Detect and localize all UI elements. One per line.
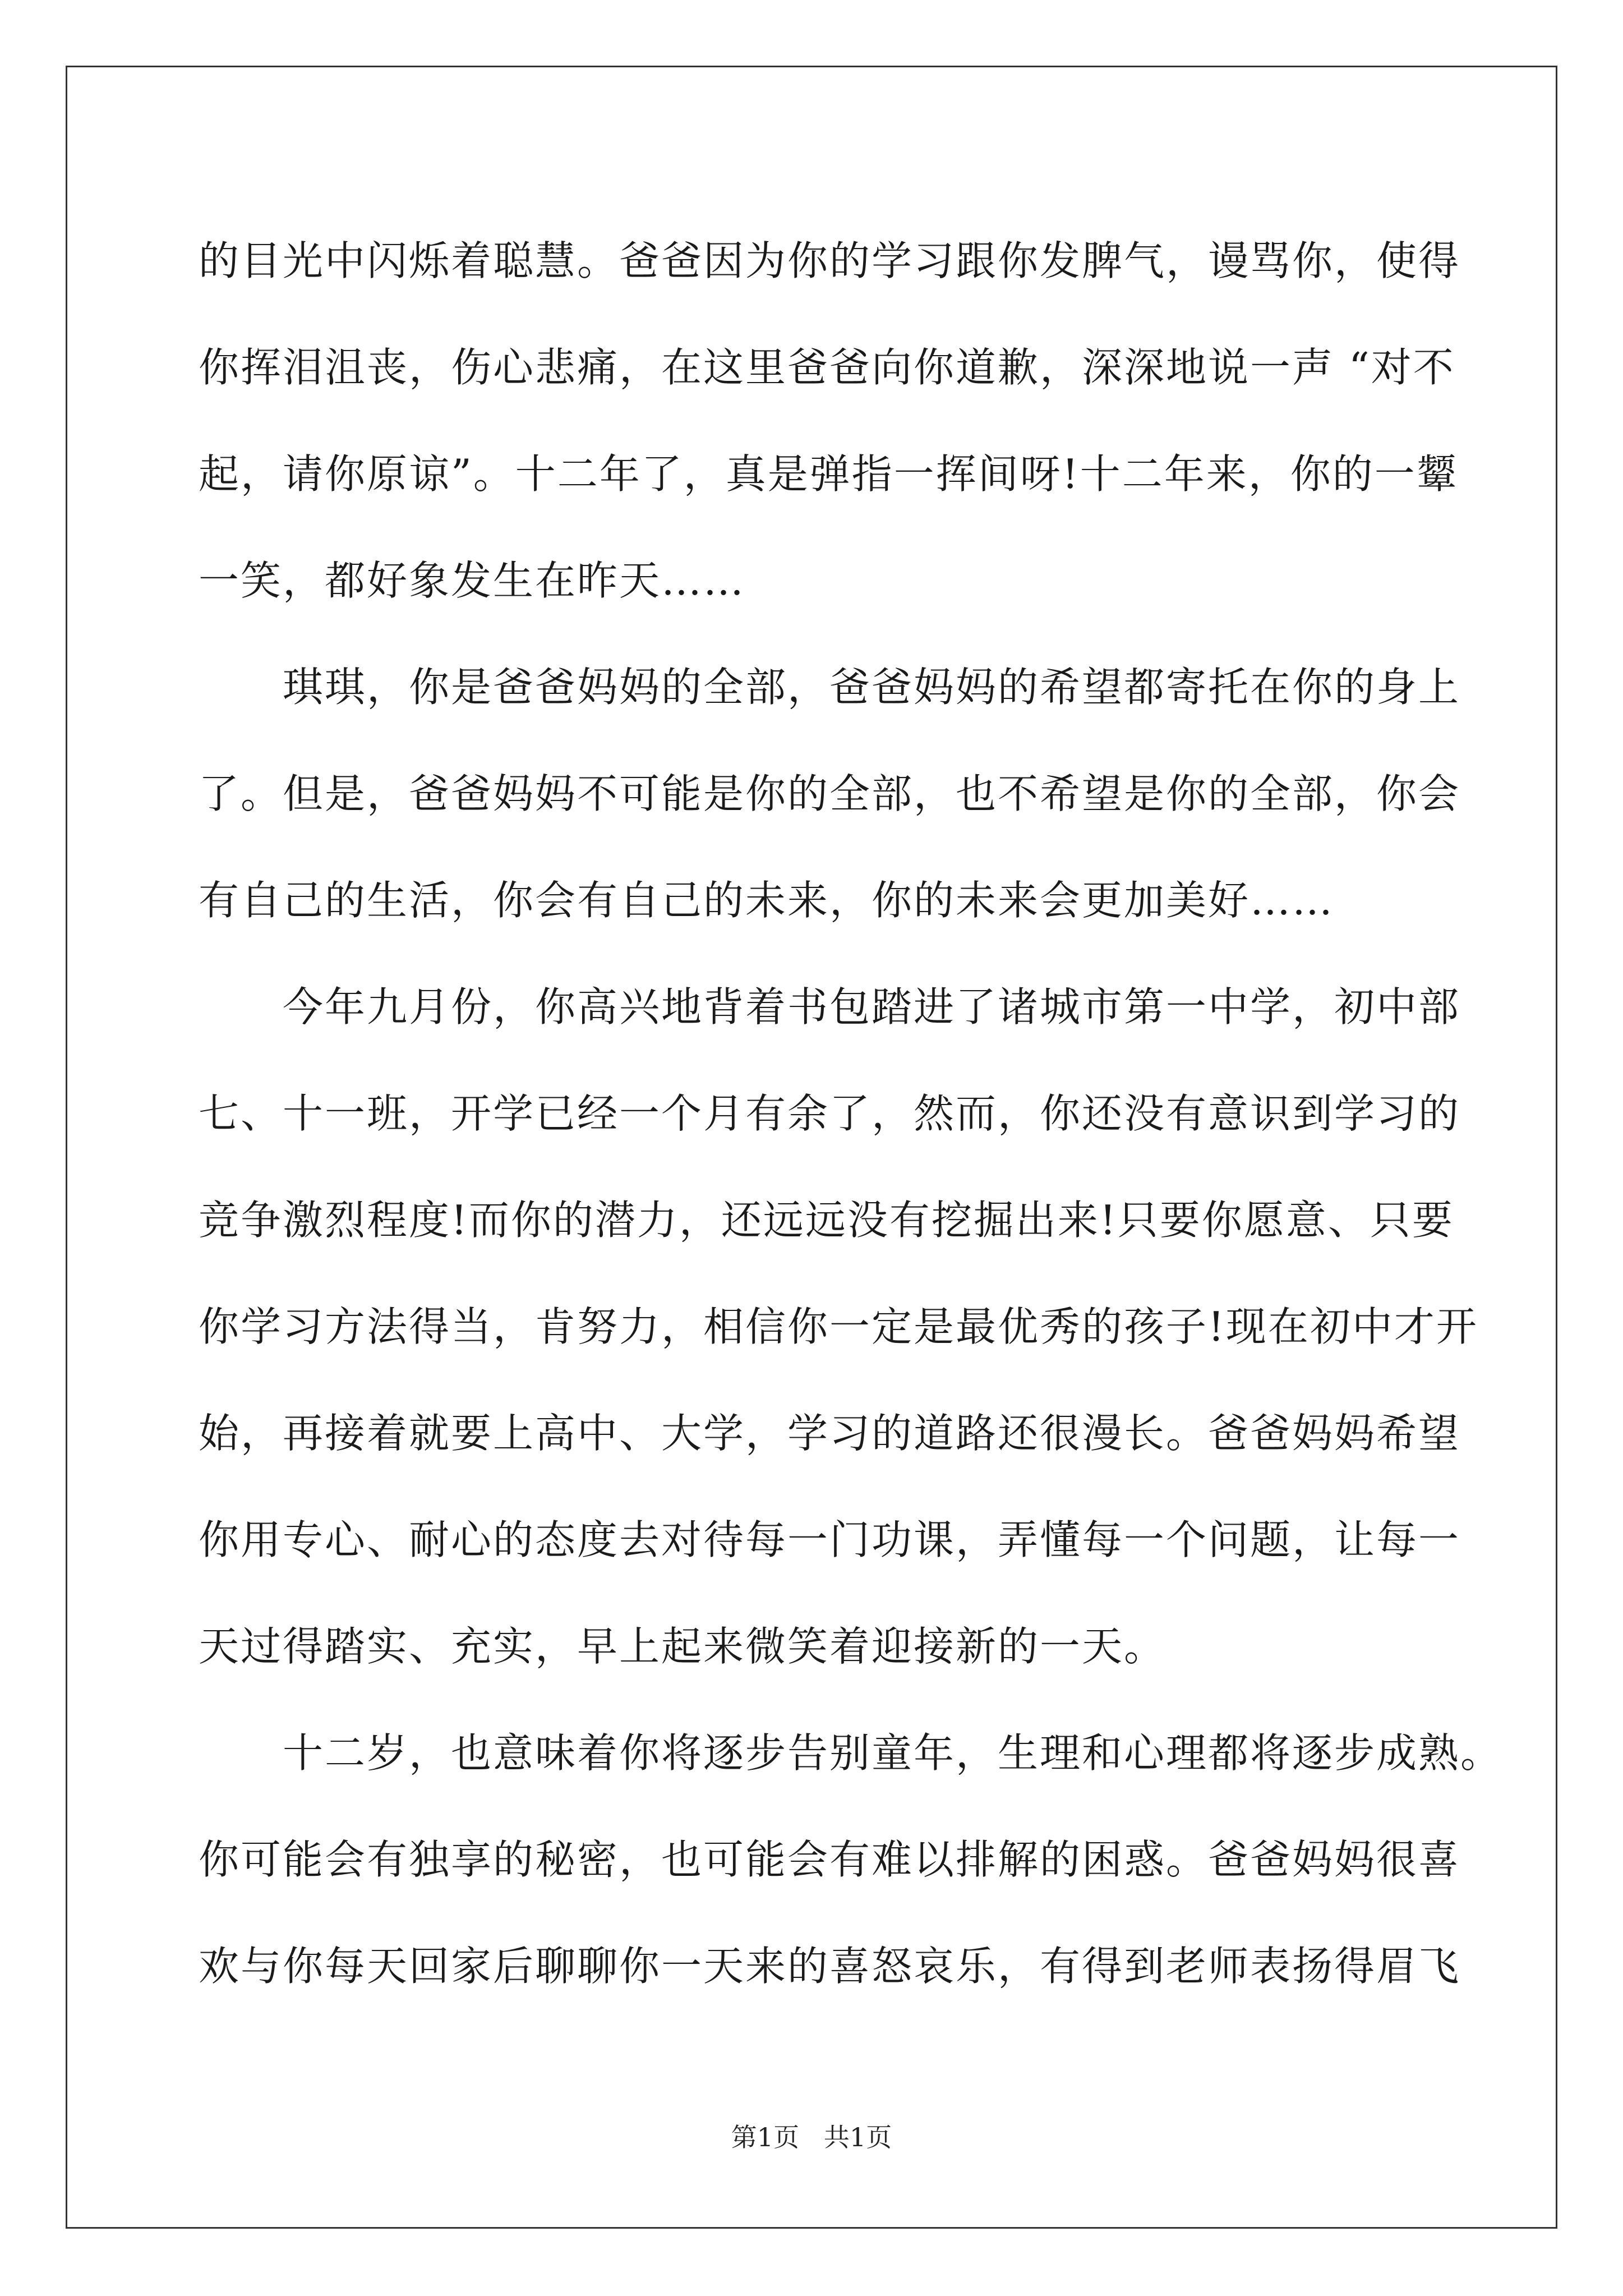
text-line-3: 起，请你原谅”。十二年了，真是弹指一挥间呀!十二年来，你的一颦 bbox=[199, 450, 1459, 498]
text-line-11: 你学习方法得当，肯努力，相信你一定是最优秀的孩子!现在初中才开 bbox=[199, 1303, 1478, 1350]
page-number-footer: 第1页 共1页 bbox=[731, 2122, 892, 2152]
text-line-9: 七、十一班，开学已经一个月有余了，然而，你还没有意识到学习的 bbox=[199, 1090, 1461, 1137]
text-line-16: 你可能会有独享的秘密，也可能会有难以排解的困惑。爸爸妈妈很喜 bbox=[199, 1836, 1461, 1883]
text-line-15: 十二岁，也意味着你将逐步告别童年，生理和心理都将逐步成熟。 bbox=[283, 1729, 1503, 1777]
text-line-7: 有自己的生活，你会有自己的未来，你的未来会更加美好…… bbox=[199, 877, 1335, 924]
document-body bbox=[199, 208, 1503, 2019]
text-line-5: 琪琪，你是爸爸妈妈的全部，爸爸妈妈的希望都寄托在你的身上 bbox=[283, 664, 1461, 711]
text-line-4: 一笑，都好象发生在昨天…… bbox=[199, 557, 746, 604]
text-line-14: 天过得踏实、充实，早上起来微笑着迎接新的一天。 bbox=[199, 1623, 1166, 1670]
text-line-12: 始，再接着就要上高中、大学，学习的道路还很漫长。爸爸妈妈希望 bbox=[199, 1410, 1461, 1457]
text-line-17: 欢与你每天回家后聊聊你一天来的喜怒哀乐，有得到老师表扬得眉飞 bbox=[199, 1943, 1461, 1990]
text-line-6: 了。但是，爸爸妈妈不可能是你的全部，也不希望是你的全部，你会 bbox=[199, 770, 1461, 817]
text-line-13: 你用专心、耐心的态度去对待每一门功课，弄懂每一个问题，让每一 bbox=[199, 1516, 1461, 1563]
text-line-8: 今年九月份，你高兴地背着书包踏进了诸城市第一中学，初中部 bbox=[283, 983, 1461, 1030]
text-line-2: 你挥泪沮丧，伤心悲痛，在这里爸爸向你道歉，深深地说一声 “对不 bbox=[199, 344, 1455, 391]
text-line-10: 竞争激烈程度!而你的潜力，还远远没有挖掘出来!只要你愿意、只要 bbox=[199, 1197, 1454, 1244]
text-line-1: 的目光中闪烁着聪慧。爸爸因为你的学习跟你发脾气，谩骂你，使得 bbox=[199, 237, 1461, 284]
